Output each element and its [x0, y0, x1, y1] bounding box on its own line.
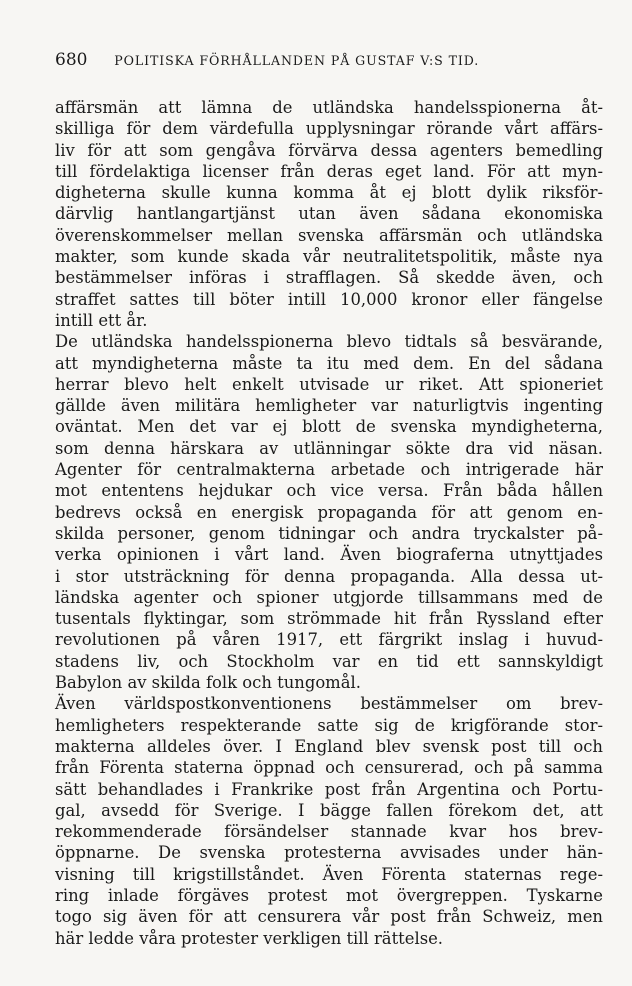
- text-line: intill ett år.: [55, 310, 148, 330]
- text-line: gällde även militära hemligheter var naturligtvis ingenting: [55, 396, 603, 416]
- text-line: därvlig hantlangartjänst utan även sådana ekonomiska: [55, 204, 603, 224]
- running-title: POLITISKA FÖRHÅLLANDEN PÅ GUSTAF V:S TID.: [114, 53, 480, 68]
- text-line: i stor utsträckning för denna propaganda. Alla dessa ut-: [55, 566, 603, 586]
- text-line: sätt behandlades i Frankrike post från Argentina och Portu-: [55, 779, 603, 799]
- text-line: herrar blevo helt enkelt utvisade ur riket. Att spioneriet: [55, 374, 603, 394]
- text-line: bestämmelser införas i strafflagen. Så skedde även, och: [55, 268, 603, 288]
- text-line: tusentals flyktingar, som strömmade hit från Ryssland efter: [55, 609, 603, 629]
- text-line: gal, avsedd för Sverige. I bägge fallen förekom det, att: [55, 800, 603, 820]
- text-line: oväntat. Men det var ej blott de svenska myndigheterna,: [55, 417, 603, 437]
- text-line: makter, som kunde skada vår neutralitetspolitik, måste nya: [55, 247, 603, 267]
- running-head: [55, 50, 575, 72]
- text-line: ländska agenter och spioner utgjorde tillsammans med de: [55, 587, 603, 607]
- text-line: Agenter för centralmakterna arbetade och intrigerade här: [55, 460, 603, 480]
- text-line: rekommenderade försändelser stannade kvar hos brev-: [55, 822, 603, 842]
- page-number: 680: [55, 50, 88, 70]
- text-line: revolutionen på våren 1917, ett färgrikt inslag i huvud-: [55, 630, 603, 650]
- text-line: från Förenta staterna öppnad och censurerad, och på samma: [55, 758, 603, 778]
- text-line: till fördelaktiga licenser från deras eget land. För att myn-: [55, 161, 603, 181]
- text-line: makterna alldeles över. I England blev svensk post till och: [55, 736, 603, 756]
- text-line: togo sig även för att censurera vår post från Schweiz, men: [55, 907, 603, 927]
- text-line: ring inlade förgäves protest mot övergreppen. Tyskarne: [55, 885, 603, 905]
- text-line: som denna härskara av utlänningar sökte dra vid näsan.: [55, 438, 603, 458]
- text-line: affärsmän att lämna de utländska handelsspionerna åt-: [55, 98, 603, 117]
- text-line: De utländska handelsspionerna blevo tidtals så besvärande,: [55, 332, 603, 352]
- body-text: [55, 97, 603, 949]
- text-line: mot ententens hejdukar och vice versa. Från båda hållen: [55, 481, 603, 501]
- text-line: bedrevs också en energisk propaganda för att genom en-: [55, 502, 603, 522]
- text-line: straffet sattes till böter intill 10,000 kronor eller fängelse: [55, 289, 603, 309]
- text-line: stadens liv, och Stockholm var en tid ett sannskyldigt: [55, 651, 603, 671]
- text-line: verka opinionen i vårt land. Även biograferna utnyttjades: [55, 545, 603, 565]
- text-line: Babylon av skilda folk och tungomål.: [55, 673, 361, 693]
- text-line: skilliga för dem värdefulla upplysningar rörande vårt affärs-: [55, 119, 603, 139]
- text-line: liv för att som gengåva förvärva dessa agenters bemedling: [55, 140, 603, 160]
- text-line: öppnarne. De svenska protesterna avvisades under hän-: [55, 843, 603, 863]
- text-line: digheterna skulle kunna komma åt ej blott dylik riksför-: [55, 183, 603, 203]
- text-line: att myndigheterna måste ta itu med dem. En del sådana: [55, 353, 603, 373]
- text-line: Även världspostkonventionens bestämmelser om brev-: [55, 694, 603, 714]
- text-line: skilda personer, genom tidningar och andra tryckalster på-: [55, 523, 603, 543]
- text-line: hemligheters respekterande satte sig de krigförande stor-: [55, 715, 603, 735]
- text-line: överenskommelser mellan svenska affärsmän och utländska: [55, 225, 603, 245]
- text-line: visning till krigstillståndet. Även Förenta staternas rege-: [55, 864, 603, 884]
- text-line: här ledde våra protester verkligen till rättelse.: [55, 928, 444, 948]
